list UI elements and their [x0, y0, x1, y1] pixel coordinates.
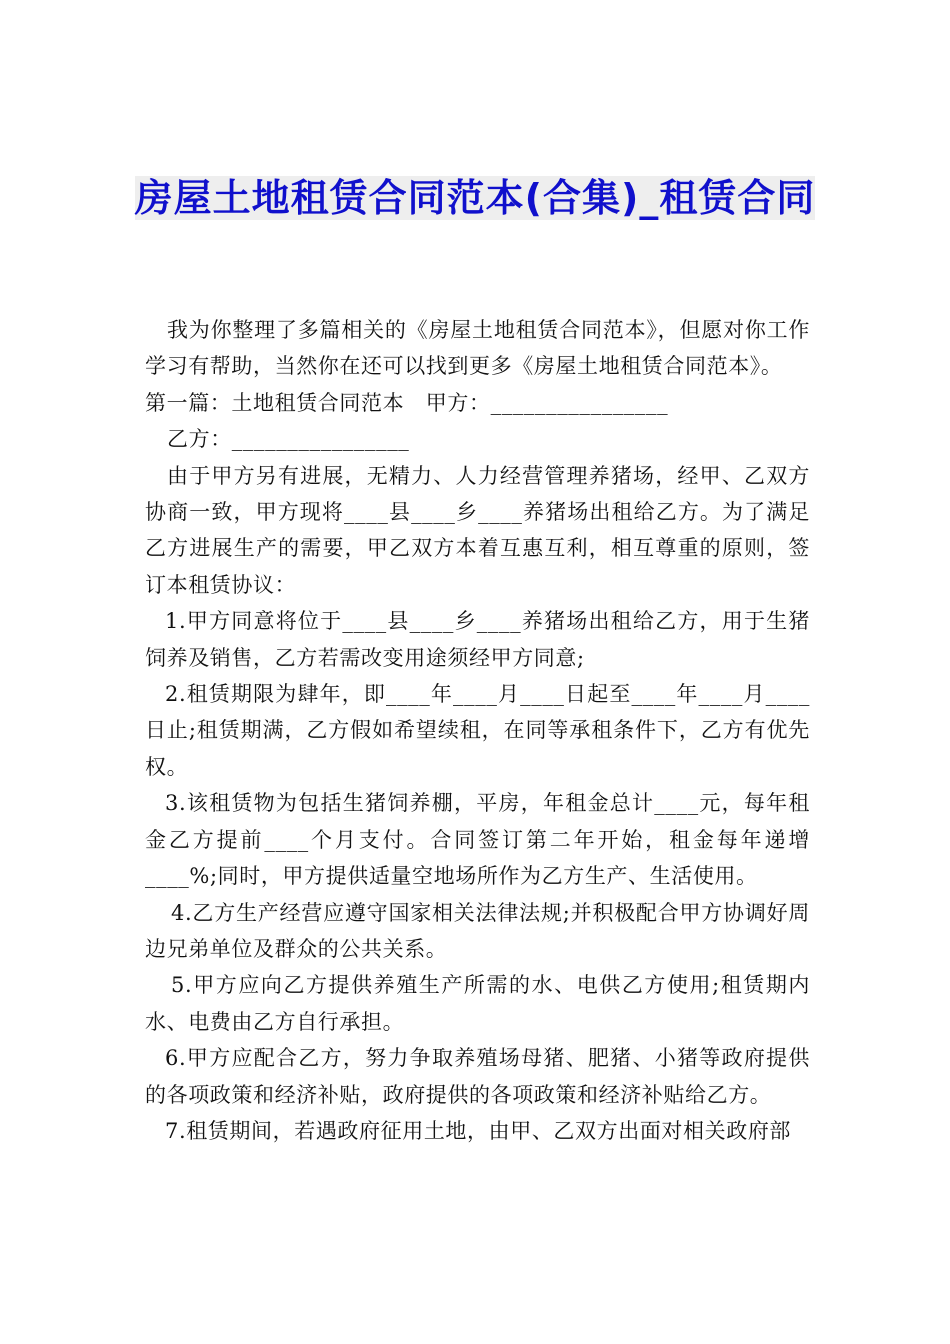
title-block [120, 172, 830, 224]
clause-3: 3.该租赁物为包括生猪饲养棚，平房，年租金总计____元，每年租金乙方提前____个月支付。合同签订第二年开始，租金每年递增____%;同时，甲方提供适量空地场所作为乙方生产、生活使用。 [145, 791, 810, 889]
clause-7: 7.租赁期间，若遇政府征用土地，由甲、乙双方出面对相关政府部 [165, 1118, 792, 1143]
preamble-paragraph: 由于甲方另有进展，无精力、人力经营管理养猪场，经甲、乙双方协商一致，甲方现将____县____乡____养猪场出租给乙方。为了满足乙方进展生产的需要，甲乙双方本着互惠互利，相互尊重的原则，签订本租赁协议： [145, 463, 810, 597]
document-title: 房屋土地租赁合同范本(合集)_租赁合同 [134, 176, 816, 220]
clause-5: 5.甲方应向乙方提供养殖生产所需的水、电供乙方使用;租赁期内水、电费由乙方自行承担。 [145, 973, 810, 1034]
section-heading-party-a: 第一篇：土地租赁合同范本 甲方：________________ [145, 390, 669, 415]
party-b-line: 乙方：________________ [167, 427, 410, 452]
intro-paragraph: 我为你整理了多篇相关的《房屋土地租赁合同范本》，但愿对你工作学习有帮助，当然你在还可以找到更多《房屋土地租赁合同范本》。 [145, 318, 810, 379]
document-body [145, 312, 810, 1149]
clause-6: 6.甲方应配合乙方，努力争取养殖场母猪、肥猪、小猪等政府提供的各项政策和经济补贴，政府提供的各项政策和经济补贴给乙方。 [145, 1046, 810, 1107]
clause-4: 4.乙方生产经营应遵守国家相关法律法规;并积极配合甲方协调好周边兄弟单位及群众的公共关系。 [145, 900, 810, 961]
clause-1: 1.甲方同意将位于____县____乡____养猪场出租给乙方，用于生猪饲养及销售，乙方若需改变用途须经甲方同意; [145, 609, 810, 670]
clause-2: 2.租赁期限为肆年，即____年____月____日起至____年____月____日止;租赁期满，乙方假如希望续租，在同等承租条件下，乙方有优先权。 [145, 682, 810, 779]
